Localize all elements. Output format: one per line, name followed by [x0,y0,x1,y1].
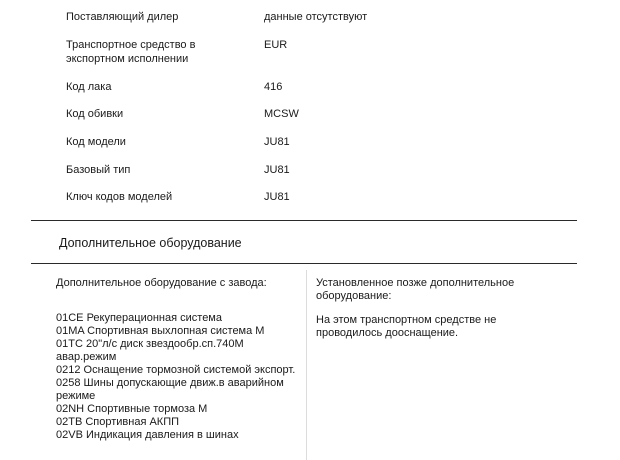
section-title: Дополнительное оборудование [59,236,242,250]
list-item: 01CE Рекуперационная система [56,312,222,324]
spec-label: Код обивки [66,108,124,120]
spec-label: Ключ кодов моделей [66,191,173,203]
spec-value: 416 [264,81,283,93]
list-item: 0212 Оснащение тормозной системой экспорт. [56,364,296,376]
list-item: 02VB Индикация давления в шинах [56,429,239,441]
section-divider-top [31,220,577,221]
retrofit-equipment-column [316,277,556,340]
list-item: 02TB Спортивная АКПП [56,416,180,428]
spec-label: Поставляющий дилер [66,11,179,23]
column-separator [306,270,307,460]
spec-value: данные отсутствуют [264,11,368,23]
list-item: 01TC 20"л/с диск звездообр.сп.740M авар.режим [56,338,244,363]
factory-equipment-heading: Дополнительное оборудование с завода: [56,277,267,289]
spec-value: JU81 [264,164,290,176]
retrofit-equipment-heading: Установленное позже дополнительное оборудование: [316,277,515,302]
list-item: 01MA Спортивная выхлопная система M [56,325,265,337]
spec-label: Код лака [66,81,112,93]
section-divider-bottom [31,263,577,264]
factory-equipment-list [56,312,300,442]
spec-value: MCSW [264,108,299,120]
list-item: 02NH Спортивные тормоза M [56,403,208,415]
list-item: 0258 Шины допускающие движ.в аварийном режиме [56,377,284,402]
retrofit-equipment-text: На этом транспортном средстве не проводилось дооснащение. [316,314,497,339]
spec-label: Транспортное средство в экспортном исполнении [66,39,196,65]
factory-equipment-column [56,277,300,442]
spec-value: JU81 [264,191,290,203]
spec-value: EUR [264,39,288,51]
spec-label: Базовый тип [66,164,131,176]
spec-value: JU81 [264,136,290,148]
spec-label: Код модели [66,136,126,148]
